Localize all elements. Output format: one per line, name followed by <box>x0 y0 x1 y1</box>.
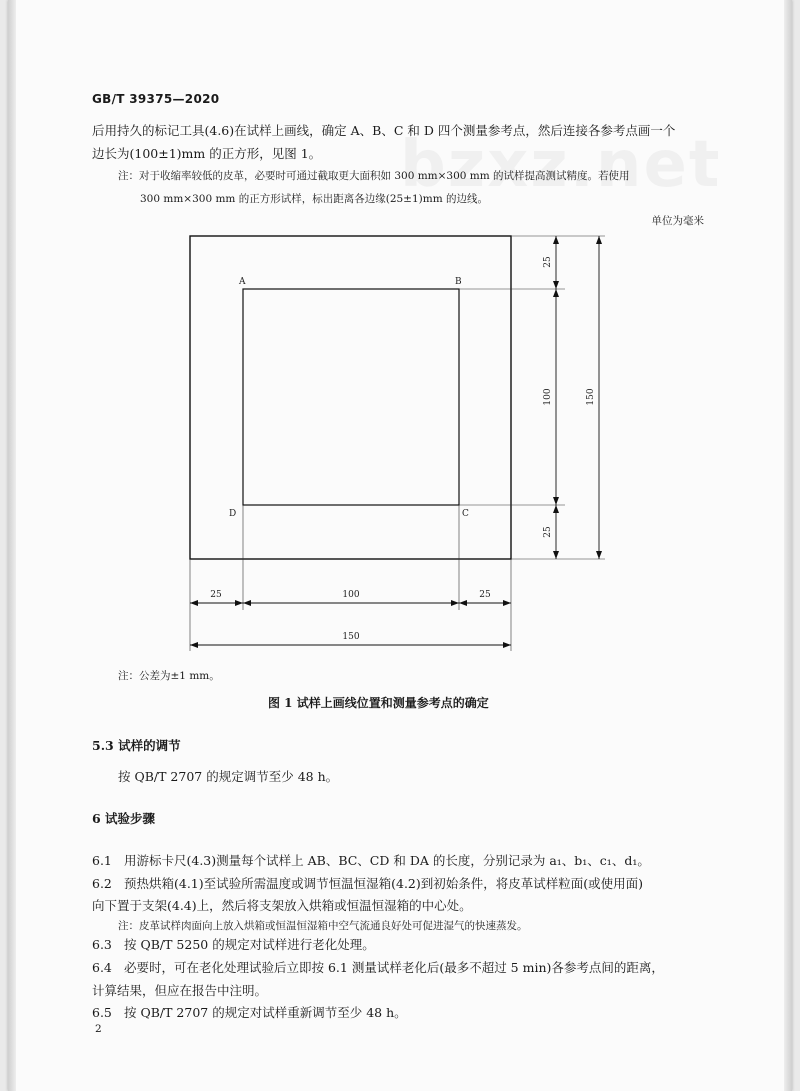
figure-note: 注：公差为±1 mm。 <box>118 670 220 682</box>
point-d-label: D <box>229 509 237 519</box>
point-a-label: A <box>239 277 246 287</box>
clause-6-2-number: 6.2 <box>92 876 112 891</box>
clause-6-4-line-1: 必要时，可在老化处理试验后立即按 6.1 测量试样老化后(最多不超过 5 min)各参考点间的距离， <box>124 960 664 975</box>
dim-right-mid: 100 <box>543 388 553 406</box>
note-1-line-1: 注：对于收缩率较低的皮革，必要时可通过截取更大面积如 300 mm×300 mm 的试样提高测试精度。若使用 <box>118 170 630 182</box>
clause-6-2-line-2: 向下置于支架(4.4)上，然后将支架放入烘箱或恒温恒湿箱的中心处。 <box>92 898 472 913</box>
inner-square <box>243 289 459 505</box>
dim-right-top: 25 <box>543 256 553 268</box>
dim-right-total: 150 <box>586 388 596 406</box>
clause-6-1-text: 用游标卡尺(4.3)测量每个试样上 AB、BC、CD 和 DA 的长度，分别记录为 a₁、b₁、c₁、d₁。 <box>124 853 650 868</box>
clause-6-3-text: 按 QB/T 5250 的规定对试样进行老化处理。 <box>124 937 375 952</box>
clause-6-2-note: 注：皮革试样肉面向上放入烘箱或恒温恒湿箱中空气流通良好处可促进湿气的快速蒸发。 <box>118 920 528 932</box>
dim-right-bottom: 25 <box>543 526 553 538</box>
dim-bottom-right: 25 <box>479 590 491 600</box>
figure-caption: 图 1 试样上画线位置和测量参考点的确定 <box>268 696 489 710</box>
section-5-3-text: 按 QB/T 2707 的规定调节至少 48 h。 <box>118 769 339 784</box>
dim-bottom-total: 150 <box>342 632 360 642</box>
clause-6-4-line-2: 计算结果，但应在报告中注明。 <box>92 983 268 998</box>
unit-label: 单位为毫米 <box>651 215 704 227</box>
point-b-label: B <box>455 277 462 287</box>
section-6-title: 6 试验步骤 <box>92 811 156 826</box>
clause-6-1-number: 6.1 <box>92 853 112 868</box>
note-1-line-2: 300 mm×300 mm 的正方形试样，标出距离各边缘(25±1)mm 的边线。 <box>140 193 489 205</box>
dim-bottom-mid: 100 <box>342 590 360 600</box>
clause-6-2-line-1: 预热烘箱(4.1)至试验所需温度或调节恒温恒湿箱(4.2)到初始条件，将皮革试样粒面(或使用面) <box>124 876 644 891</box>
point-c-label: C <box>462 509 469 519</box>
dim-bottom-left: 25 <box>210 590 222 600</box>
standard-number: GB/T 39375—2020 <box>92 92 220 106</box>
clause-6-3-number: 6.3 <box>92 937 112 952</box>
clause-6-5-text: 按 QB/T 2707 的规定对试样重新调节至少 48 h。 <box>124 1005 407 1020</box>
clause-6-4-number: 6.4 <box>92 960 112 975</box>
intro-line-2: 边长为(100±1)mm 的正方形，见图 1。 <box>92 146 322 161</box>
page-number: 2 <box>95 1023 102 1035</box>
clause-6-5-number: 6.5 <box>92 1005 112 1020</box>
section-5-3-title: 5.3 试样的调节 <box>92 738 181 753</box>
intro-line-1: 后用持久的标记工具(4.6)在试样上画线，确定 A、B、C 和 D 四个测量参考点，然后连接各参考点画一个 <box>92 123 676 138</box>
